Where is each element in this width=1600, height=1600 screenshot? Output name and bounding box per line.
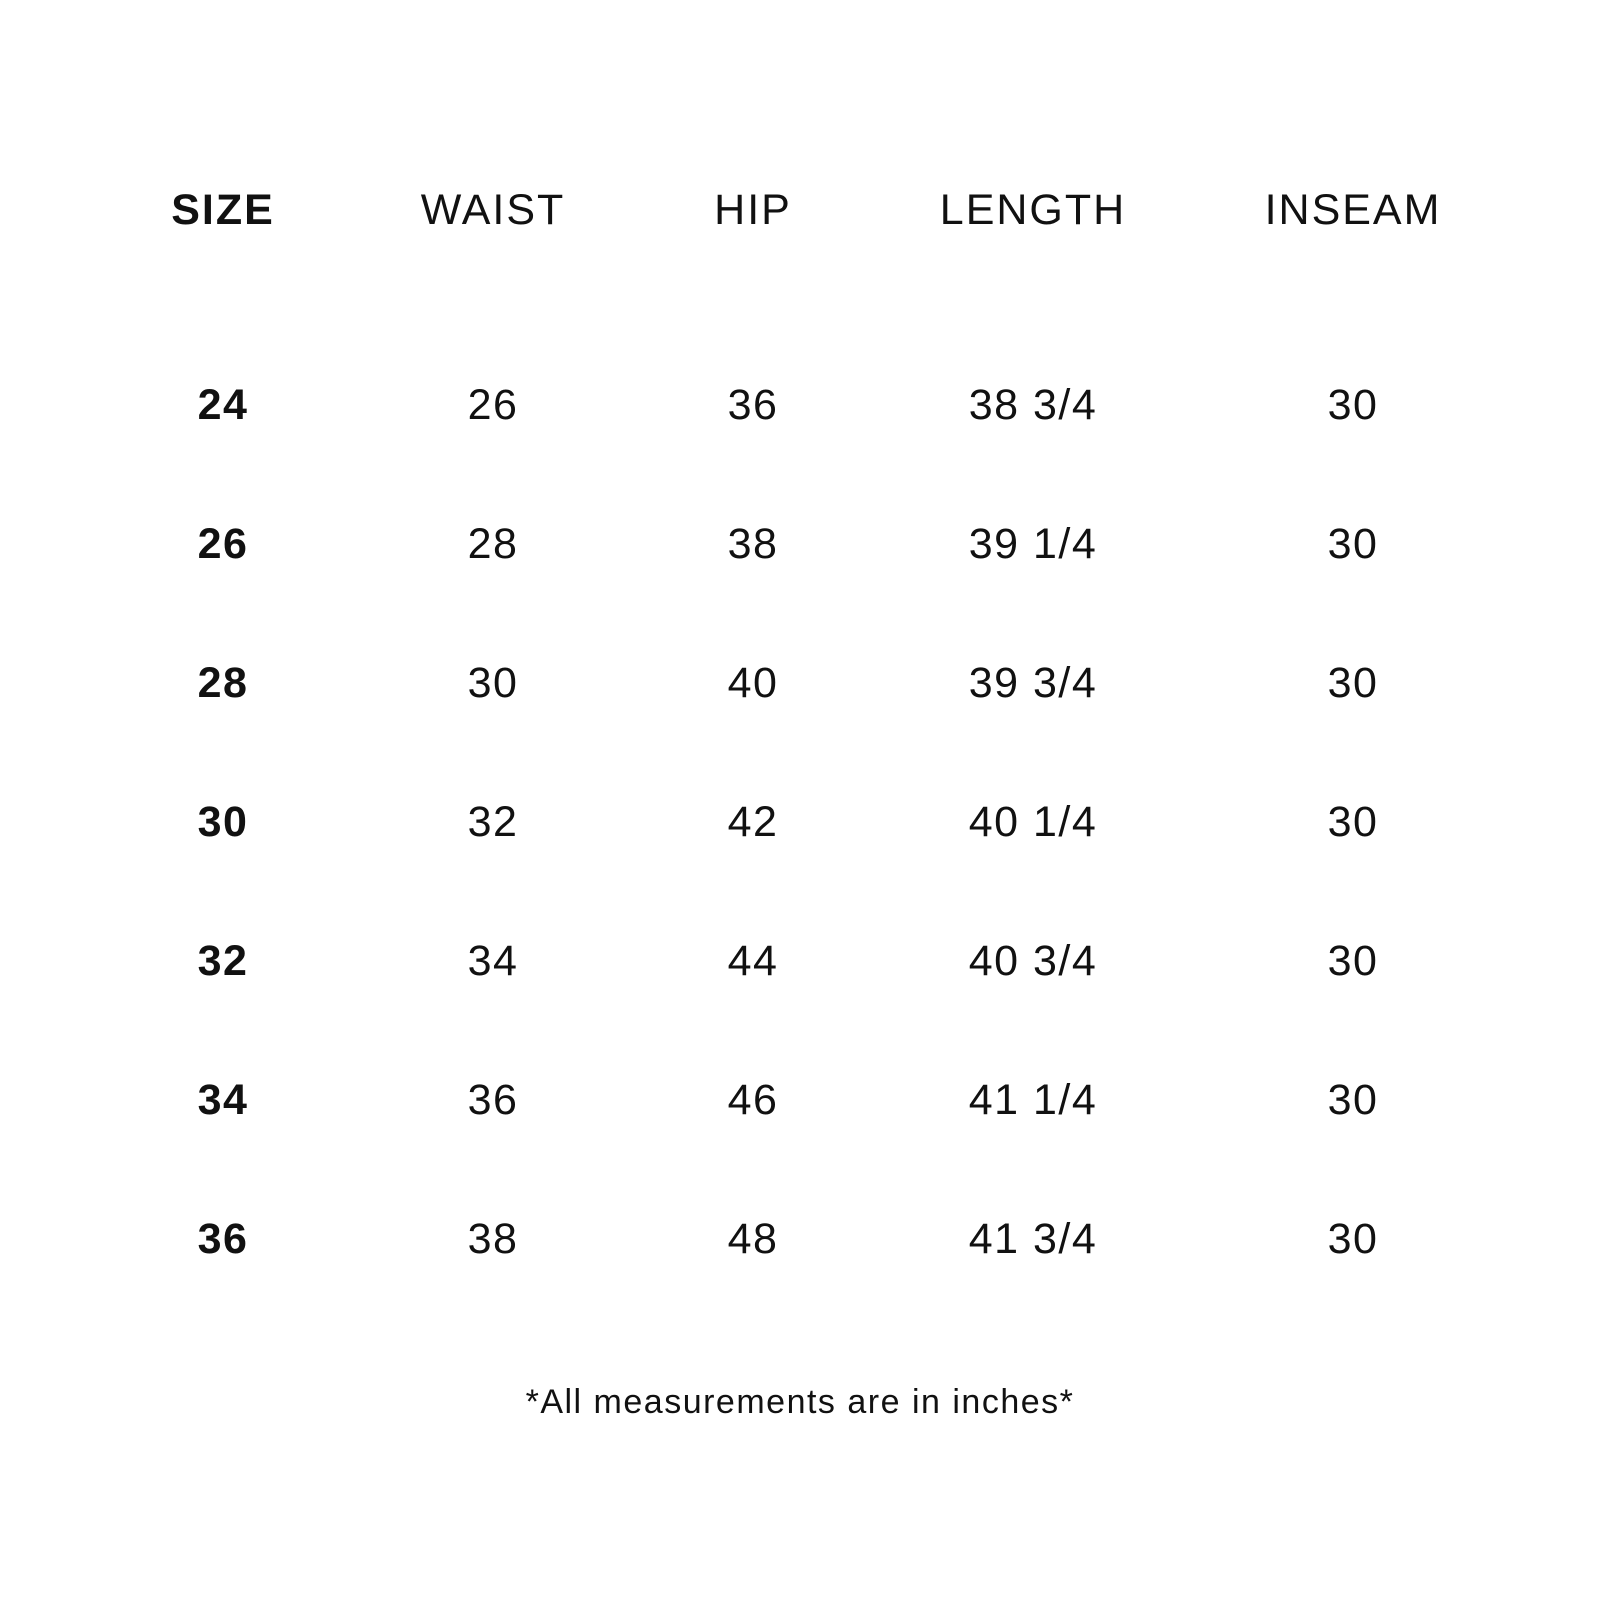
hip-cell: 46: [727, 1076, 779, 1124]
length-cell: 39 1/4: [968, 520, 1098, 568]
size-cell: 36: [197, 1215, 249, 1263]
length-cell: 41 1/4: [968, 1076, 1098, 1124]
inseam-cell: 30: [1327, 381, 1379, 429]
waist-cell: 36: [467, 1076, 519, 1124]
waist-cell: 34: [467, 937, 519, 985]
table-header-row: [0, 180, 1600, 240]
column-header-hip: HIP: [714, 186, 792, 234]
column-header-size: SIZE: [171, 186, 275, 234]
length-cell: 38 3/4: [968, 381, 1098, 429]
length-cell: 39 3/4: [968, 659, 1098, 707]
measurement-footnote: *All measurements are in inches*: [525, 1383, 1075, 1421]
table-row: [0, 514, 1600, 574]
waist-cell: 30: [467, 659, 519, 707]
inseam-cell: 30: [1327, 520, 1379, 568]
table-row: [0, 1070, 1600, 1130]
hip-cell: 48: [727, 1215, 779, 1263]
size-cell: 30: [197, 798, 249, 846]
inseam-cell: 30: [1327, 659, 1379, 707]
inseam-cell: 30: [1327, 1076, 1379, 1124]
inseam-cell: 30: [1327, 798, 1379, 846]
column-header-waist: WAIST: [420, 186, 566, 234]
hip-cell: 40: [727, 659, 779, 707]
size-cell: 32: [197, 937, 249, 985]
length-cell: 40 3/4: [968, 937, 1098, 985]
size-cell: 34: [197, 1076, 249, 1124]
column-header-length: LENGTH: [939, 186, 1127, 234]
hip-cell: 44: [727, 937, 779, 985]
waist-cell: 28: [467, 520, 519, 568]
length-cell: 40 1/4: [968, 798, 1098, 846]
waist-cell: 38: [467, 1215, 519, 1263]
table-row: [0, 792, 1600, 852]
table-row: [0, 931, 1600, 991]
table-row: [0, 375, 1600, 435]
hip-cell: 42: [727, 798, 779, 846]
column-header-inseam: INSEAM: [1264, 186, 1442, 234]
inseam-cell: 30: [1327, 937, 1379, 985]
hip-cell: 38: [727, 520, 779, 568]
size-cell: 24: [197, 381, 249, 429]
size-cell: 26: [197, 520, 249, 568]
waist-cell: 32: [467, 798, 519, 846]
table-row: [0, 1209, 1600, 1269]
length-cell: 41 3/4: [968, 1215, 1098, 1263]
waist-cell: 26: [467, 381, 519, 429]
size-cell: 28: [197, 659, 249, 707]
inseam-cell: 30: [1327, 1215, 1379, 1263]
hip-cell: 36: [727, 381, 779, 429]
table-row: [0, 653, 1600, 713]
